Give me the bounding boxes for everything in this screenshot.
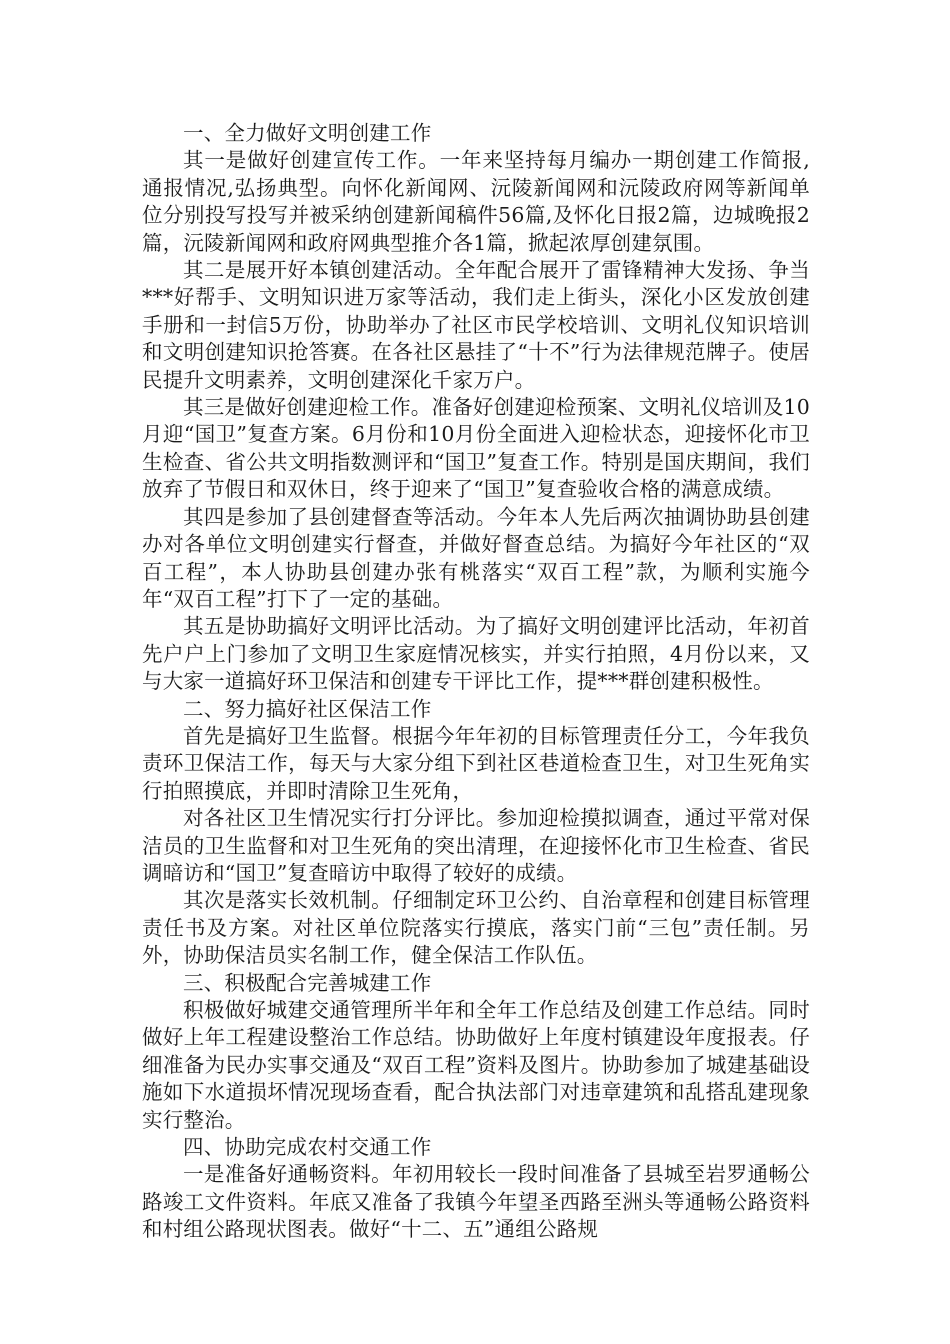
paragraph: 首先是搞好卫生监督。根据今年年初的目标管理责任分工，今年我负责环卫保洁工作，每天与大家分组下到社区巷道检查卫生，对卫生死角实行拍照摸底，并即时清除卫生死角， [142,723,810,803]
paragraph: 一是准备好通畅资料。年初用较长一段时间准备了县城至岩罗通畅公路竣工文件资料。年底又准备了我镇今年望圣西路至洲头等通畅公路资料和村组公路现状图表。做好“十二、五”通组公路规 [142,1162,810,1242]
section-heading-4: 四、协助完成农村交通工作 [183,1135,432,1160]
paragraph: 其次是落实长效机制。仔细制定环卫公约、自治章程和创建目标管理责任书及方案。对社区单位院落实行摸底，落实门前“三包”责任制。另外，协助保洁员实名制工作，健全保洁工作队伍。 [142,888,810,968]
paragraph: 其一是做好创建宣传工作。一年来坚持每月编办一期创建工作简报,通报情况,弘扬典型。向怀化新闻网、沅陵新闻网和沅陵政府网等新闻单位分别投写投写并被采纳创建新闻稿件56篇,及怀化日报2篇，边城晚报2篇，沅陵新闻网和政府网典型推介各1篇，掀起浓厚创建氛围。 [142,148,810,255]
paragraph: 其三是做好创建迎检工作。准备好创建迎检预案、文明礼仪培训及10月迎“国卫”复查方案。6月份和10月份全面进入迎检状态，迎接怀化市卫生检查、省公共文明指数测评和“国卫”复查工作。特别是国庆期间，我们放弃了节假日和双休日，终于迎来了“国卫”复查验收合格的满意成绩。 [142,395,810,502]
paragraph: 其二是展开好本镇创建活动。全年配合展开了雷锋精神大发扬、争当***好帮手、文明知识进万家等活动，我们走上街头，深化小区发放创建手册和一封信5万份，协助举办了社区市民学校培训、文明礼仪知识培训和文明创建知识抢答赛。在各社区悬挂了“十不”行为法律规范牌子。使居民提升文明素养，文明创建深化千家万户。 [142,258,810,392]
section-heading-2: 二、努力搞好社区保洁工作 [183,696,432,721]
paragraph: 对各社区卫生情况实行打分评比。参加迎检摸拟调查，通过平常对保洁员的卫生监督和对卫生死角的突出清理，在迎接怀化市卫生检查、省民调暗访和“国卫”复查暗访中取得了较好的成绩。 [142,806,810,885]
paragraph: 积极做好城建交通管理所半年和全年工作总结及创建工作总结。同时做好上年工程建设整治工作总结。协助做好上年度村镇建设年度报表。仔细准备为民办实事交通及“双百工程”资料及图片。协助参加了城建基础设施如下水道损坏情况现场查看，配合执法部门对违章建筑和乱搭乱建现象实行整治。 [142,998,810,1132]
section-heading-3: 三、积极配合完善城建工作 [183,970,432,995]
paragraph: 其四是参加了县创建督查等活动。今年本人先后两次抽调协助县创建办对各单位文明创建实行督查，并做好督查总结。为搞好今年社区的“双百工程”，本人协助县创建办张有桃落实“双百工程”款，为顺利实施今年“双百工程”打下了一定的基础。 [142,504,810,611]
paragraph: 其五是协助搞好文明评比活动。为了搞好文明创建评比活动，年初首先户户上门参加了文明卫生家庭情况核实，并实行拍照，4月份以来，又与大家一道搞好环卫保洁和创建专干评比工作，提***群创建积极性。 [142,614,810,694]
section-heading-1: 一、全力做好文明创建工作 [183,121,432,145]
